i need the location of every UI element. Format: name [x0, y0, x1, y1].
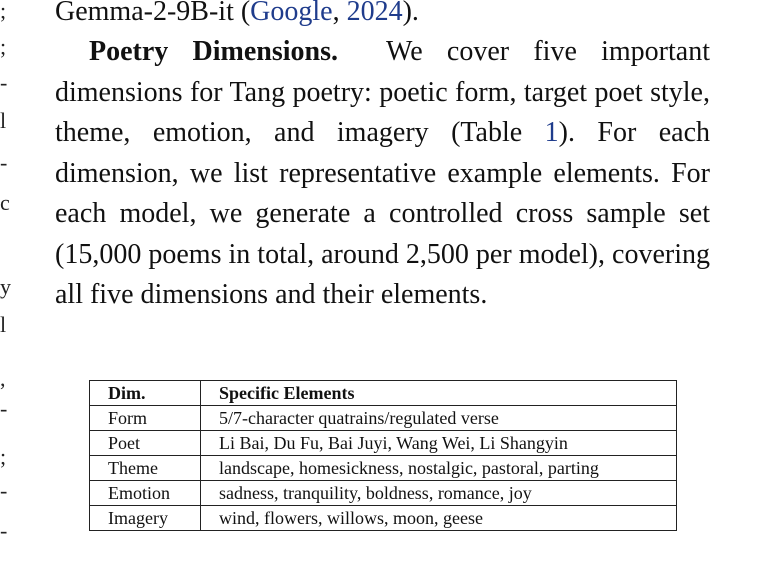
previous-paragraph-end	[55, 0, 419, 32]
row-elements: sadness, tranquility, boldness, romance, joy	[201, 481, 677, 506]
citation-link-year[interactable]: 2024	[346, 0, 403, 27]
table-row	[90, 406, 677, 431]
row-dimension: Theme	[90, 456, 201, 481]
poetry-dimensions-paragraph	[55, 32, 710, 316]
header-specific-elements: Specific Elements	[201, 381, 677, 406]
table-row	[90, 481, 677, 506]
paragraph-text-after-ref: ). For each dimension, we list representative example elements. For each model, we generate a controlled cross sample set (15,000 poems in total, around 2,500 per model), covering all five dimensions and their elements.	[55, 117, 710, 310]
table-row	[90, 456, 677, 481]
margin-fragment: -	[0, 70, 8, 95]
margin-fragment: c	[0, 190, 10, 215]
paragraph-heading: Poetry Dimensions.	[89, 36, 339, 67]
citation-separator: ,	[332, 0, 347, 27]
margin-fragment: ;	[0, 444, 7, 469]
margin-fragment: ;	[0, 0, 7, 23]
row-dimension: Poet	[90, 431, 201, 456]
table-row	[90, 431, 677, 456]
margin-fragment: ,	[0, 366, 6, 391]
margin-fragment: -	[0, 518, 8, 543]
row-elements: 5/7-character quatrains/regulated verse	[201, 406, 677, 431]
row-dimension: Form	[90, 406, 201, 431]
margin-fragment: -	[0, 396, 8, 421]
paragraph-text-before-ref: We cover five important dimensions for Tang poetry: poetic form, target poet style, theme, emotion, and imagery (Table	[55, 36, 710, 148]
header-dim: Dim.	[90, 381, 201, 406]
margin-fragment: y	[0, 274, 11, 299]
margin-fragment: l	[0, 312, 7, 337]
row-dimension: Imagery	[90, 506, 201, 531]
margin-fragment: ;	[0, 34, 7, 59]
margin-fragment: -	[0, 478, 8, 503]
margin-fragment: l	[0, 108, 7, 133]
row-dimension: Emotion	[90, 481, 201, 506]
row-elements: landscape, homesickness, nostalgic, pastoral, parting	[201, 456, 677, 481]
margin-fragment: -	[0, 150, 8, 175]
citation-link-author[interactable]: Google	[250, 0, 333, 27]
table-header-row	[90, 381, 677, 406]
row-elements: wind, flowers, willows, moon, geese	[201, 506, 677, 531]
table-row	[90, 506, 677, 531]
top-line-suffix: ).	[402, 0, 419, 27]
table-reference-link[interactable]: 1	[544, 117, 559, 148]
row-elements: Li Bai, Du Fu, Bai Juyi, Wang Wei, Li Shangyin	[201, 431, 677, 456]
dimensions-table	[89, 380, 677, 531]
top-line-prefix: Gemma-2-9B-it (	[55, 0, 251, 27]
